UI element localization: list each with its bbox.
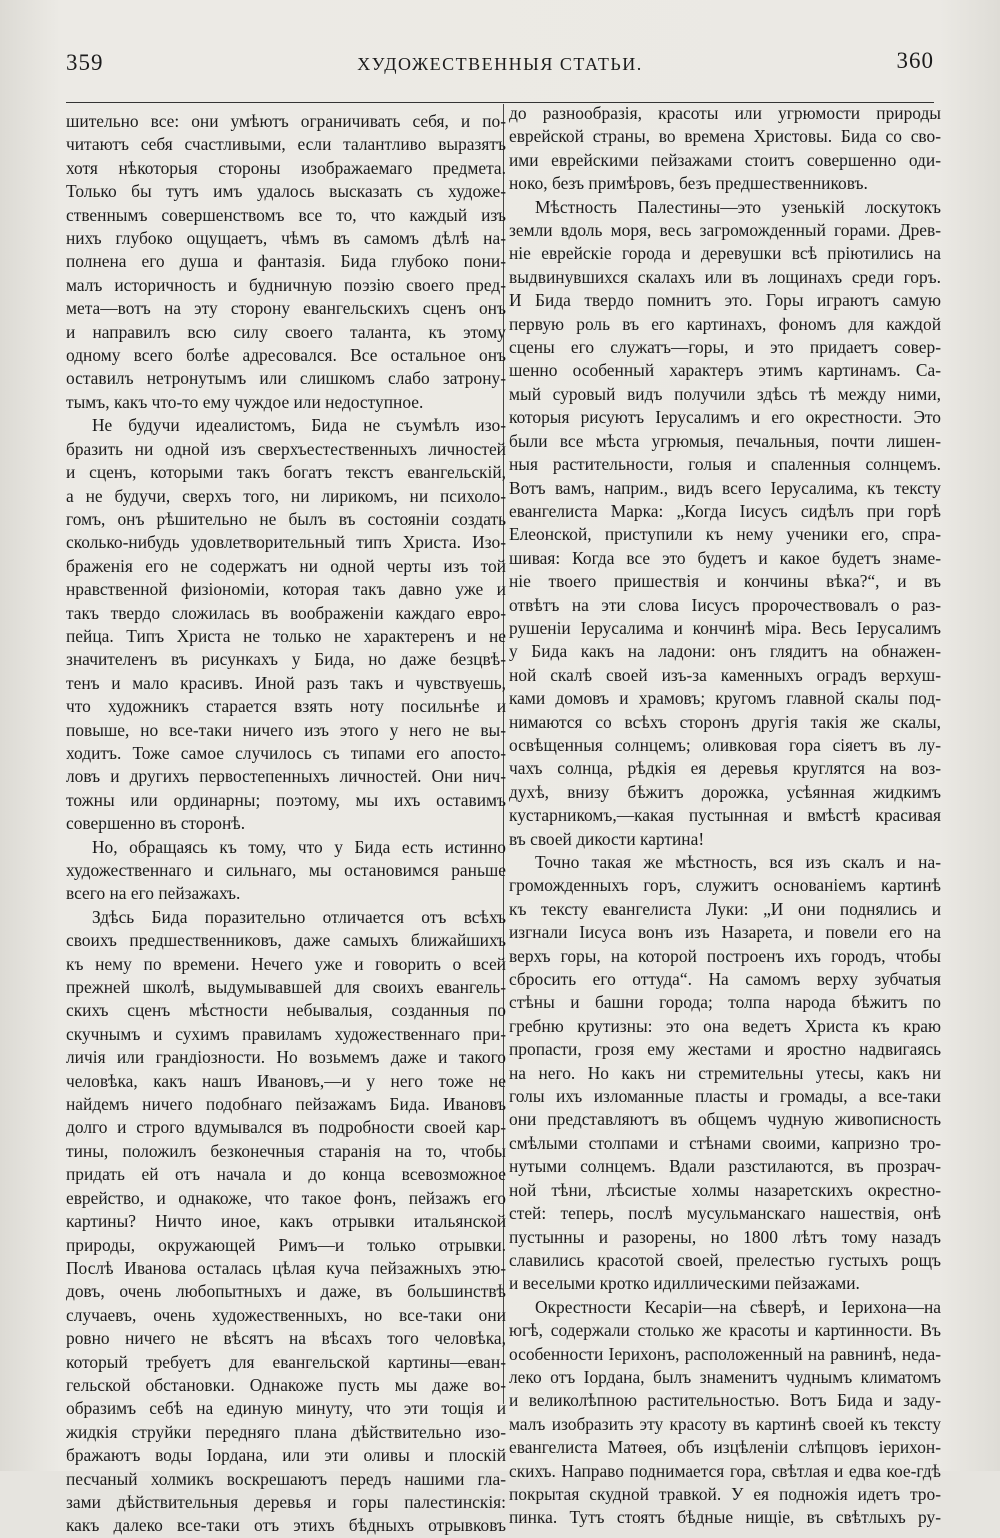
text-line: художественнаго и сильнаго, мы остановимся раньше [66,860,506,880]
text-line: всего на его пейзажахъ. [66,883,241,904]
text-line: гельской обстановки. Однакоже пусть мы даже во- [66,1374,506,1395]
text-line: а не будучи, сверхъ того, ни лирикомъ, ни психоло- [66,485,506,506]
text-line: значителенъ въ рисункахъ у Бида, но даже безцвѣ- [66,649,506,670]
text-line: малъ историчность и будничную поэзію своего пред- [66,274,506,295]
text-line: мета—вотъ на эту сторону евангельскихъ сценъ онъ [66,298,506,319]
text-line: ныя растительности, голыя и спаленныя солнцемъ. [509,454,941,475]
text-line: природы, окружающей Римъ—и только отрывки. [66,1234,506,1255]
text-line: шительно все: они умѣютъ ограничивать себя, и по- [66,111,506,131]
text-line: жидкія струйки передняго плана дѣйствительно изо- [66,1421,506,1442]
running-title: ХУДОЖЕСТВЕННЫЯ СТАТЬИ. [357,54,643,74]
text-line: песчаный холмикъ воскрешаютъ передъ нашими гла- [66,1468,506,1489]
text-line: Точно такая же мѣстность, вся изъ скалъ и на- [535,852,941,872]
text-line: сбросить его оттуда“. На самомъ верху зубчатыя [509,969,941,990]
text-line: и сценъ, которыми такъ богатъ текстъ евангельскій, [66,462,506,483]
text-line: личія или грандіозности. Но возьмемъ даже и такого [66,1047,506,1068]
text-line: одному всего болѣе адресовался. Все остальное онъ [66,345,506,366]
text-line: Послѣ Иванова осталась цѣлая куча пейзажныхъ этю- [66,1257,506,1278]
text-line: и направилъ всю силу своего таланта, къ этому [66,321,506,342]
text-line: найдемъ ничего подобнаго пейзажамъ Бида. Ивановъ [66,1094,506,1115]
text-line: еврейство, и однакоже, что такое фонъ, пейзажъ его [66,1187,506,1208]
text-line: своихъ предшественниковъ, даже самыхъ ближайшихъ [66,930,506,951]
text-line: тожны или ординарны; поэтому, мы ихъ оставимъ [66,789,506,810]
text-line: зами дѣйствительныя деревья и горы палестинскія: [66,1491,506,1512]
text-line: сцены его служатъ—горы, и это придаетъ совер- [509,337,941,358]
text-line: случаевъ, очень художественныхъ, но все-таки они [66,1304,506,1325]
text-line: въ своей дикости картина! [509,828,705,849]
text-line: бражаютъ воды Іордана, или эти оливы и плоскій [66,1445,506,1466]
text-line: земли вдоль моря, весь загроможденный горами. Древ- [509,220,941,241]
text-line: пустынны и разорены, но 1800 лѣтъ тому назадъ [509,1226,941,1247]
text-line: стѣны и башни города; толпа народа бѣжитъ по [509,992,941,1013]
text-line: славились красотой своей, прелестью густыхъ рощъ [509,1249,941,1270]
text-line: кустарникомъ,—какая пустынная и вмѣстѣ красивая [509,805,941,826]
text-line: Здѣсь Бида поразительно отличается отъ всѣхъ [92,906,506,927]
right-column [509,102,941,1530]
text-line: скихъ. Направо поднимается гора, свѣтлая и едва кое-гдѣ [509,1460,941,1481]
text-line: скучнымъ и сухимъ правиламъ художественнаго при- [66,1023,506,1044]
text-line: мый суровый видъ получили здѣсь тѣ между ними, [509,383,941,404]
text-line: Елеонской, приступили къ нему ученики его, спра- [509,524,941,545]
page-number-right: 360 [896,48,934,73]
text-line: изгнали Іисуса вонъ изъ Назарета, и повели его на [509,922,941,943]
text-line: смѣлыми столпами и стѣнами своими, капризно тро- [509,1132,941,1153]
text-line: особенности Іерихонъ, расположенный на равнинѣ, неда- [509,1343,941,1364]
text-line: тенъ и мало красивъ. Иной разъ такъ и чувствуешь, [66,672,506,693]
text-line: Окрестности Кесаріи—на сѣверѣ, и Іерихона—на [535,1296,941,1317]
text-line: выдвинувшихся скалахъ или въ лощинахъ среди горъ. [509,266,941,287]
text-line: они представляютъ въ общемъ чудную живописность [509,1109,941,1130]
page-number-left: 359 [66,50,104,75]
text-line: который требуетъ для евангельской картины—еван- [66,1351,506,1372]
text-line: Только бы тутъ имъ удалось высказать съ художе- [66,181,506,202]
text-line: къ нему по времени. Нечего уже и говорить о всей [66,953,506,974]
text-line: образимъ себѣ на единую минуту, что эти тощія и [66,1398,506,1419]
text-line: долго и строго вдумывался въ подробности своей кар- [66,1117,506,1138]
text-line: человѣка, какъ нашъ Ивановъ,—и у него тоже не [66,1070,506,1091]
text-line: на него. Но какъ ни стремительны утесы, какъ ни [509,1062,941,1083]
text-line: сколько-нибудь удовлетворительный типъ Христа. Изо- [66,532,506,553]
text-line: малъ изобразить эту красоту въ картинѣ своей къ тексту [509,1413,941,1434]
text-line: И Бида твердо помнитъ это. Горы играютъ самую [509,290,941,311]
text-line: освѣщенныя солнцемъ; оливковая гора сіяетъ въ лу- [509,734,941,755]
text-line: югѣ, содержали столько же красоты и картинности. Въ [509,1320,941,1341]
text-line: повыше, но все-таки ничего изъ этого у него не вы- [66,719,506,740]
text-line: къ тексту евангелиста Луки: „И они поднялись и [509,898,941,919]
text-line: шенно особенный характеръ этимъ картинамъ. Са- [509,360,941,381]
text-line: громожденныхъ горъ, служитъ основаніемъ картинѣ [509,875,941,896]
text-line: ками домовъ и храмовъ; кругомъ главной скалы под- [509,688,941,709]
text-line: рушеніи Іерусалима и кончинѣ міра. Весь Іерусалимъ [509,617,941,638]
text-line: ходитъ. Тоже самое случилось съ типами его апосто- [66,742,506,763]
left-column [66,110,506,1538]
text-line: нравственной физіономіи, которая такъ давно уже и [66,579,506,600]
text-line: духѣ, внизу бѣжитъ дорожка, усѣянная жидкимъ [509,781,941,802]
text-line: до разнообразія, красоты или угрюмости природы [509,103,941,123]
text-line: и веселыми кротко идиллическими пейзажами. [509,1273,860,1294]
text-line: придать ей отъ начала и до конца всевозможное [66,1164,506,1185]
text-line: пейца. Типъ Христа не только не характеренъ и не [66,625,506,646]
text-line: которыя рисуютъ Іерусалимъ и его окрестности. Это [509,407,941,428]
text-line: евангелиста Марка: „Когда Іисусъ сидѣлъ при горѣ [509,500,941,521]
text-line: какъ далеко все-таки отъ этихъ бѣдныхъ отрывковъ [66,1515,506,1536]
text-line: полнена его душа и фантазія. Бида глубоко пони- [66,251,506,272]
text-line: еврейской страны, во времена Христовы. Бида со сво- [509,126,941,147]
text-line: ловъ и другихъ первостепенныхъ личностей. Они нич- [66,766,506,787]
text-line: ровно ничего не вѣсятъ на вѣсахъ того человѣка, [66,1328,506,1349]
text-line: ноко, безъ примѣровъ, безъ предшественниковъ. [509,173,868,194]
text-line: тымъ, какъ что-то ему чуждое или недоступное. [66,391,424,412]
text-line: покрытая скудной травкой. У ея подножія идетъ тро- [509,1483,941,1504]
text-line: Но, обращаясь къ тому, что у Бида есть истинно [92,836,506,857]
text-line: Вотъ вамъ, наприм., видъ всего Іерусалима, къ тексту [509,477,941,498]
text-line: что художникъ старается взять ноту посильнѣе и [66,696,506,717]
text-line: и великолѣпною растительностью. Вотъ Бида и заду- [509,1390,941,1411]
text-line: шивая: Когда все это будетъ и какое будетъ знаме- [509,547,941,568]
text-line: бразить ни одной изъ сверхъестественныхъ личностей [66,438,506,459]
text-line: ной скалѣ своей изъ-за каменныхъ оградъ верхуш- [509,664,941,685]
text-line: читаютъ себя счастливыми, если талантливо выразятъ [66,134,506,155]
text-line: оставилъ нетронутымъ или слишкомъ слабо затрону- [66,368,506,389]
text-line: нимаются со всѣхъ сторонъ другія такія же скалы, [509,711,941,732]
text-line: стей: теперь, послѣ мусульманскаго нашествія, онѣ [509,1203,941,1224]
text-line: ственнымъ совершенствомъ все то, что каждый изъ [66,204,506,225]
text-line: ими еврейскими пейзажами стоитъ совершенно оди- [509,149,941,170]
text-line: первую роль въ его картинахъ, фономъ для каждой [509,313,941,334]
text-line: ніе твоего пришествія и кончины вѣка?“, и въ [509,571,941,592]
text-line: ной тѣни, лѣсистые холмы назаретскихъ окрестно- [509,1179,941,1200]
text-line: чахъ солнца, рѣдкія ея деревья круглятся на воз- [509,758,941,779]
text-line: картины? Ничто иное, какъ отрывки итальянской [66,1211,506,1232]
text-line: были все мѣста угрюмыя, печальныя, почти лишен- [509,430,941,451]
text-line: отвѣтъ на эти слова Іисусъ пророчествовалъ о раз- [509,594,941,615]
text-line: пинка. Тутъ стоятъ бѣдные нищіе, въ свѣтлыхъ ру- [509,1507,941,1528]
text-line: довъ, очень любопытныхъ и даже, въ большинствѣ [66,1281,506,1302]
text-line: совершенно въ сторонѣ. [66,813,246,834]
text-line: голы ихъ изломанные пласты и громады, а все-таки [509,1086,941,1107]
text-line: ніе еврейскіе города и деревушки всѣ пріютились на [509,243,941,264]
text-line: верхъ горы, на которой построенъ ихъ городъ, чтобы [509,945,941,966]
text-line: нихъ глубоко ощущаетъ, чѣмъ въ самомъ дѣлѣ на- [66,228,506,249]
text-line: у Бида какъ на ладони: онъ глядитъ на обнажен- [509,641,941,662]
text-line: прежней школѣ, выдумывавшей для своихъ евангель- [66,977,506,998]
text-line: такъ твердо сложилась въ воображеніи каждаго евро- [66,602,506,623]
text-line: скихъ сценъ мѣстности небывалыя, созданныя по [66,1000,506,1021]
page-header [66,42,934,86]
text-line: Мѣстность Палестины—это узенькій лоскутокъ [535,196,941,217]
text-line: тины, положилъ безконечныя старанія на то, чтобы [66,1140,506,1161]
text-line: гребню крутизны: это она ведетъ Христа къ краю [509,1015,941,1036]
text-line: леко отъ Іордана, былъ знаменитъ чуднымъ климатомъ [509,1366,941,1387]
text-line: хотя нѣкоторыя стороны изображаемаго предмета. [66,157,506,178]
text-line: гомъ, онъ рѣшительно не былъ въ состояніи создать [66,508,506,529]
text-line: браженія его не содержатъ ни одной черты изъ той [66,555,506,576]
text-line: нутыми солнцемъ. Вдали разстилаются, въ прозрач- [509,1156,941,1177]
text-line: евангелиста Матѳея, объ изцѣленіи слѣпцовъ іерихон- [509,1437,941,1458]
text-line: пропасти, грозя ему жестами и яростно надвигаясь [509,1039,941,1060]
text-line: Не будучи идеалистомъ, Бида не съумѣлъ изо- [92,415,506,436]
